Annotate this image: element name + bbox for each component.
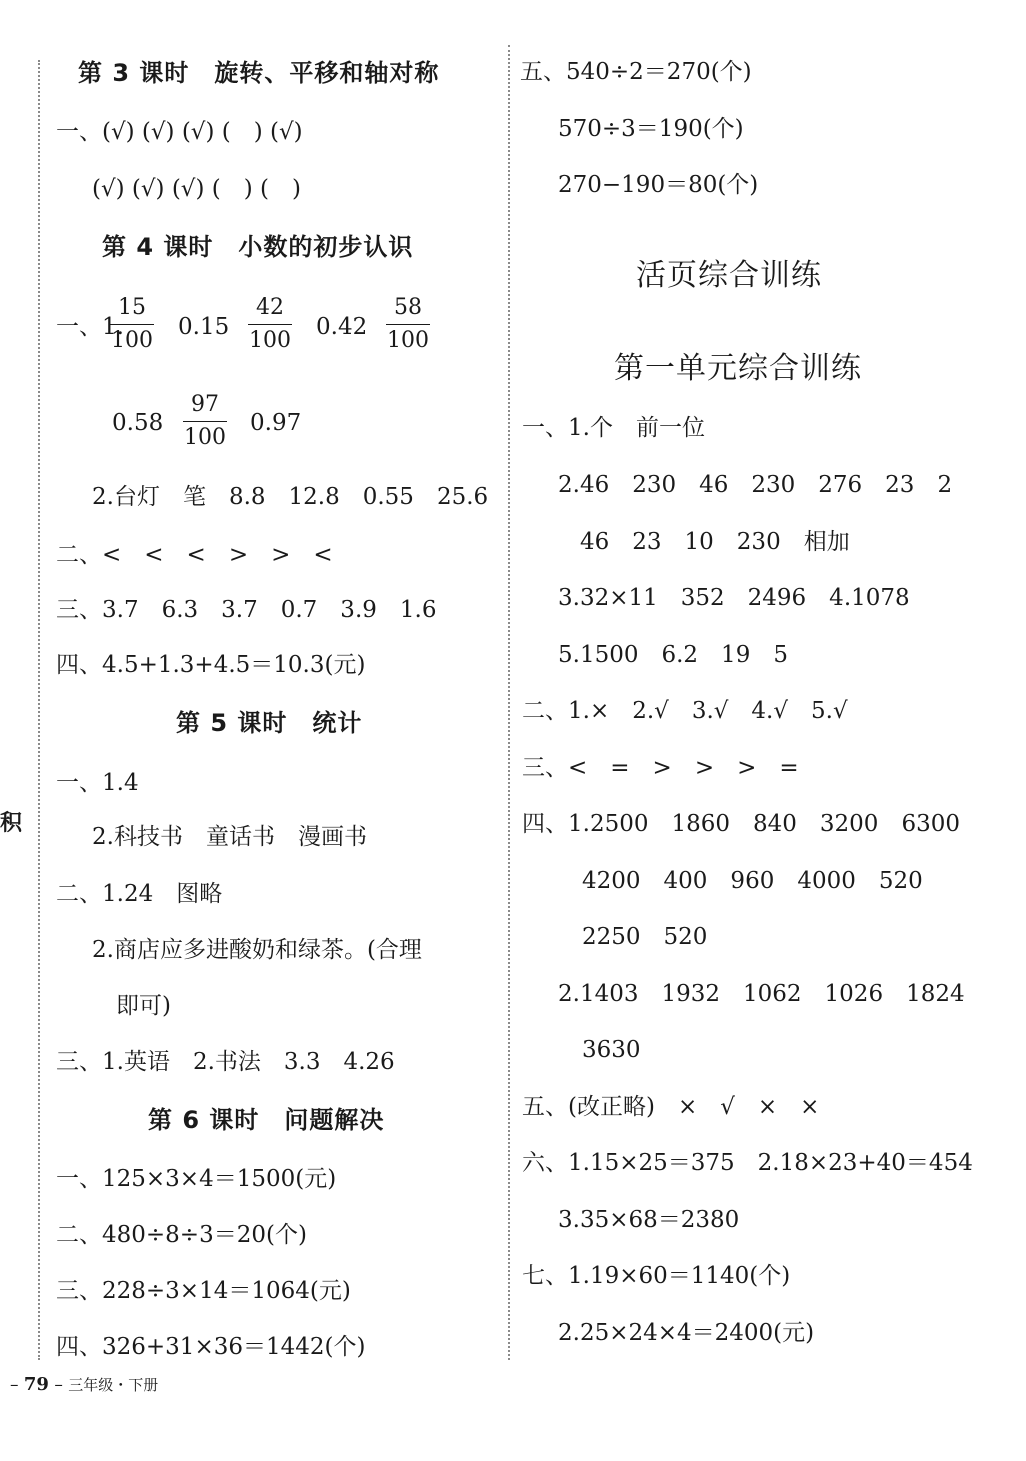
unit-q5: 五、(改正略) × √ × × bbox=[522, 1094, 820, 1120]
unit-q1-1: 一、1.个 前一位 bbox=[522, 415, 705, 441]
lesson-6-q1: 一、125×3×4＝1500(元) bbox=[56, 1166, 337, 1192]
unit-q4-1-line1: 四、1.2500 1860 840 3200 6300 bbox=[522, 811, 960, 837]
lesson-4-q1-part2: 2.台灯 笔 8.8 12.8 0.55 25.6 bbox=[92, 484, 489, 510]
lesson-5-heading: 第 5 课时 统计 bbox=[176, 709, 363, 737]
page-footer: – 79 – 三年级・下册 bbox=[10, 1374, 159, 1395]
fraction-42-100: 42 100 bbox=[249, 295, 291, 353]
unit-q6-1: 六、1.15×25＝375 2.18×23+40＝454 bbox=[522, 1150, 973, 1176]
unit-q1-2-line2: 46 23 10 230 相加 bbox=[580, 529, 850, 555]
decimal-value: 0.42 bbox=[316, 314, 368, 340]
section-title: 活页综合训练 bbox=[636, 258, 822, 293]
decimal-value: 0.58 bbox=[112, 410, 164, 436]
lesson-3-answers-row-2: (√) (√) (√) ( ) ( ) bbox=[92, 176, 301, 202]
lesson-5-q3: 三、1.英语 2.书法 3.3 4.26 bbox=[56, 1049, 395, 1075]
lesson-4-heading: 第 4 课时 小数的初步认识 bbox=[102, 233, 414, 261]
lesson-4-q1-prefix: 一、1. bbox=[56, 314, 124, 340]
lesson-6-heading: 第 6 课时 问题解决 bbox=[148, 1106, 385, 1134]
lesson-4-q2: 二、< < < > > < bbox=[56, 542, 333, 568]
lesson-5-q1-2: 2.科技书 童话书 漫画书 bbox=[92, 824, 367, 850]
lesson-6-q4: 四、326+31×36＝1442(个) bbox=[56, 1334, 366, 1360]
lesson-4-q4: 四、4.5+1.3+4.5＝10.3(元) bbox=[56, 652, 366, 678]
unit-q7-1: 七、1.19×60＝1140(个) bbox=[522, 1263, 791, 1289]
unit-q1-3: 3.32×11 352 2496 4.1078 bbox=[558, 585, 910, 611]
fraction-58-100: 58 100 bbox=[387, 295, 429, 353]
lesson-6-q2: 二、480÷8÷3＝20(个) bbox=[56, 1222, 307, 1248]
unit-q2: 二、1.× 2.√ 3.√ 4.√ 5.√ bbox=[522, 698, 848, 724]
lesson-5-q2-2-line2: 即可) bbox=[116, 993, 171, 1019]
column-divider bbox=[508, 45, 510, 1360]
lesson-4-q3: 三、3.7 6.3 3.7 0.7 3.9 1.6 bbox=[56, 597, 437, 623]
unit-title: 第一单元综合训练 bbox=[614, 351, 862, 386]
lesson-5-q1-1: 一、1.4 bbox=[56, 770, 139, 796]
side-fragment-text: 积 bbox=[0, 811, 23, 836]
lesson-3-answers-row-1: 一、(√) (√) (√) ( ) (√) bbox=[56, 119, 303, 145]
q5-line-3: 270−190＝80(个) bbox=[558, 172, 759, 198]
unit-q1-5: 5.1500 6.2 19 5 bbox=[558, 642, 788, 668]
grade-label: 三年级・下册 bbox=[68, 1376, 159, 1394]
unit-q1-2-line1: 2.46 230 46 230 276 23 2 bbox=[558, 472, 953, 498]
page-number: 79 bbox=[23, 1374, 49, 1395]
lesson-3-heading: 第 3 课时 旋转、平移和轴对称 bbox=[78, 59, 440, 87]
lesson-5-q2-1: 二、1.24 图略 bbox=[56, 881, 223, 907]
fraction-15-100: 15 100 bbox=[111, 295, 153, 353]
unit-q4-2-line1: 2.1403 1932 1062 1026 1824 bbox=[558, 981, 965, 1007]
lesson-5-q2-2-line1: 2.商店应多进酸奶和绿茶。(合理 bbox=[92, 937, 422, 963]
unit-q7-2: 2.25×24×4＝2400(元) bbox=[558, 1320, 815, 1346]
q5-line-2: 570÷3＝190(个) bbox=[558, 116, 744, 142]
q5-line-1: 五、540÷2＝270(个) bbox=[520, 59, 752, 85]
unit-q4-2-line2: 3630 bbox=[582, 1037, 641, 1063]
lesson-6-q3: 三、228÷3×14＝1064(元) bbox=[56, 1278, 351, 1304]
unit-q3: 三、< = > > > = bbox=[522, 755, 799, 781]
unit-q4-1-line2: 4200 400 960 4000 520 bbox=[582, 868, 923, 894]
decimal-value: 0.15 bbox=[178, 314, 230, 340]
decimal-value: 0.97 bbox=[250, 410, 302, 436]
fraction-97-100: 97 100 bbox=[184, 392, 226, 450]
unit-q4-1-line3: 2250 520 bbox=[582, 924, 708, 950]
unit-q6-3: 3.35×68＝2380 bbox=[558, 1207, 740, 1233]
left-margin-divider bbox=[38, 60, 40, 1360]
